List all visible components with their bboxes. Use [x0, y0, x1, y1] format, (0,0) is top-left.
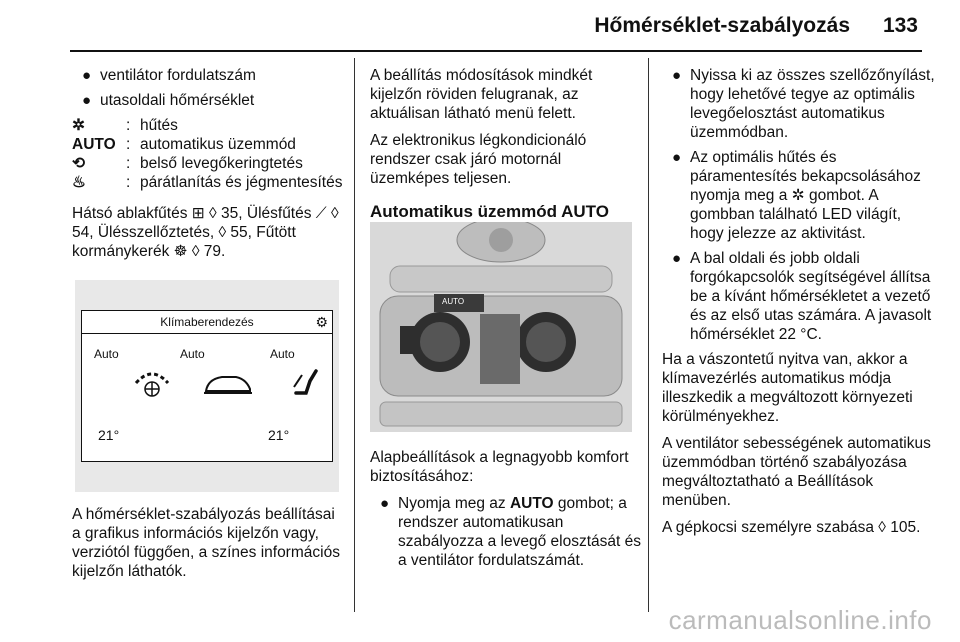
- climate-display-illustration: [75, 280, 339, 492]
- legend-row: AUTO : automatikus üzemmód: [72, 136, 296, 153]
- column-divider-2: [648, 58, 649, 612]
- list-item: ● Nyissa ki az összes szellőzőnyílást, hogy lehetővé tegye az optimális levegőelosztást automatikus üzemmódban.: [672, 67, 935, 141]
- recirculation-icon: ⟲: [72, 155, 85, 172]
- temperature-right: 21°: [268, 427, 290, 443]
- fan-speed-paragraph: A ventilátor sebességének automatikus üzemmódban történő szabályozása megváltoztatható a Beállítások menüben.: [662, 435, 931, 509]
- auto-label: AUTO: [72, 136, 116, 153]
- header-rule: [70, 50, 922, 52]
- temperature-left: 21°: [98, 427, 120, 443]
- list-item: ● utasoldali hőmérséklet: [82, 92, 255, 109]
- references-paragraph: Hátsó ablakfűtés ⊞ ◊ 35, Ülésfűtés ⟋ ◊ 54, Ülésszellőztetés, ◊ 55, Fűtött kormánykerék ☸ ◊ 79.: [72, 205, 339, 260]
- symbol-legend: [72, 116, 342, 192]
- column-3: [662, 66, 937, 545]
- legend-row: ⟲ : belső levegőkeringtetés: [72, 155, 303, 172]
- list-item: ● A bal oldali és jobb oldali forgókapcsolók segítségével állítsa be a kívánt hőmérsékletet a vezető és az első utas számára. A javasolt hőmérséklet 22 °C.: [672, 250, 932, 343]
- car-airflow-icon: [202, 369, 254, 399]
- column-2-lower: [370, 448, 642, 576]
- display-frame: [81, 310, 333, 462]
- personalization-paragraph: A gépkocsi személyre szabása ◊ 105.: [662, 519, 921, 536]
- fan-icon: [130, 363, 174, 399]
- settings-icon: ⚙: [315, 314, 328, 330]
- legend-row: ♨ : párátlanítás és jégmentesítés: [72, 174, 343, 191]
- seat-icon: [288, 363, 324, 399]
- caption: A hőmérséklet-szabályozás beállításai a grafikus információs kijelzőn vagy, verziótól függően, a színes információs kijelzőn láthatók.: [72, 506, 340, 580]
- page-number: 133: [882, 14, 918, 37]
- column-divider-1: [354, 58, 355, 612]
- auto-label-seat: Auto: [270, 347, 295, 361]
- legend-row: ✲ : hűtés: [72, 117, 178, 134]
- photo-drawing: [370, 222, 632, 432]
- auto-button-label: AUTO: [442, 297, 465, 306]
- display-divider: [82, 333, 332, 334]
- list-item: ● Nyomja meg az AUTO gombot; a rendszer automatikusan szabályozza a levegő elosztását és a ventilátor fordulatszámát.: [380, 495, 641, 569]
- section-heading: Automatikus üzemmód AUTO: [370, 202, 609, 221]
- engine-paragraph: Az elektronikus légkondicionáló rendszer csak járó motornál üzemképes teljesen.: [370, 132, 587, 187]
- defaults-paragraph: Alapbeállítások a legnagyobb komfort biztosításához:: [370, 449, 629, 485]
- list-item: ● ventilátor fordulatszám: [82, 67, 256, 84]
- climate-control-photo: [370, 222, 632, 432]
- column-2: [370, 66, 642, 233]
- auto-label-distribution: Auto: [180, 347, 205, 361]
- intro-paragraph: A beállítás módosítások mindkét kijelzőn röviden felugranak, az aktuálisan látható menü felett.: [370, 67, 593, 122]
- auto-label-fan: Auto: [94, 347, 119, 361]
- watermark: carmanualsonline.info: [668, 605, 932, 635]
- column-1: [72, 66, 344, 269]
- sunroof-paragraph: Ha a vászontetű nyitva van, akkor a klímavezérlés automatikus módja illeszkedik a megváltozott környezeti körülményekhez.: [662, 351, 913, 425]
- auto-button-name: AUTO: [509, 495, 554, 512]
- page-title: Hőmérséklet-szabályozás: [594, 14, 850, 37]
- display-title: Klímaberendezés: [160, 315, 254, 329]
- list-item: ● Az optimális hűtés és páramentesítés bekapcsolásához nyomja meg a ✲ gombot. A gombban található LED világít, hogy jelezze az aktivitást.: [672, 149, 921, 242]
- cooling-icon: ✲: [72, 117, 85, 134]
- defrost-icon: ♨: [72, 174, 86, 191]
